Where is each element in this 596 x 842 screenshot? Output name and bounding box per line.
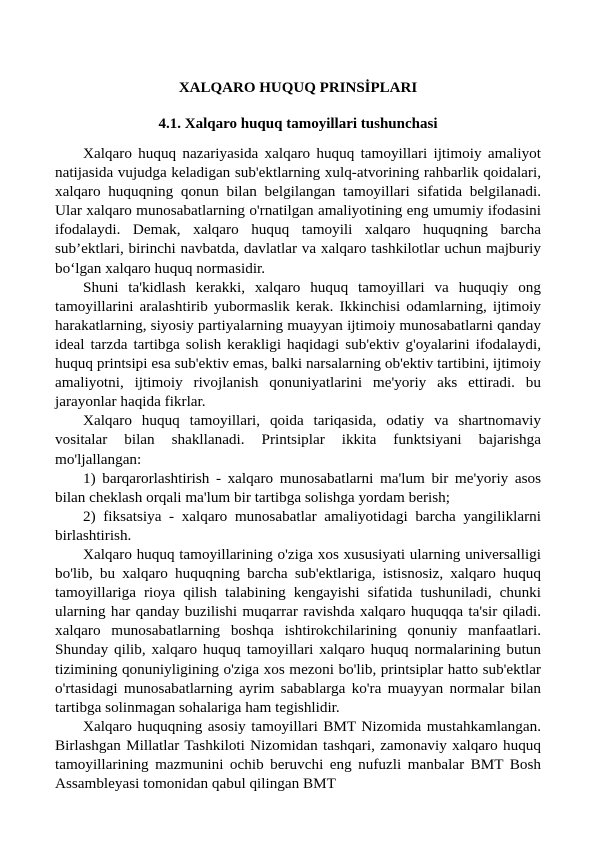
- document-body: [55, 78, 541, 793]
- paragraph: Xalqaro huquq tamoyillarining o'ziga xos xususiyati ularning universalligi bo'lib, bu xalqaro huquqning barcha sub'ektlariga, istisnosiz, xalqaro huquq tamoyillariga rioya qilish talabining kengayishi sifatida tushuniladi, chunki ularning har qanday buzilishi muqarrar ravishda xalqaro huquqqa ta'sir qiladi. xalqaro munosabatlarning boshqa ishtirokchilarining qonuniy manfaatlari. Shunday qilib, xalqaro huquq tamoyillari xalqaro huquq normalarining butun tizimining qonuniyligining o'ziga xos mezoni bo'lib, printsiplar hatto sub'ektlar o'rtasidagi munosabatlarning ayrim sabablarga ko'ra muayyan normalar bilan tartibga solinmagan sohalariga ham tegishlidir.: [55, 545, 541, 716]
- paragraph: Xalqaro huquq tamoyillari, qoida tariqasida, odatiy va shartnomaviy vositalar bilan shakllanadi. Printsiplar ikkita funktsiyani bajarishga mo'ljallangan:: [55, 412, 541, 468]
- list-item: 1) barqarorlashtirish - xalqaro munosabatlarni ma'lum bir me'yoriy asos bilan cheklash orqali ma'lum bir tartibga solishga yordam berish;: [55, 469, 541, 506]
- paragraph: Xalqaro huquq nazariyasida xalqaro huquq tamoyillari ijtimoiy amaliyot natijasida vujudga keladigan sub'ektlarning xulq-atvorining rahbarlik qoidalari, xalqaro huquqning qonun bilan belgilangan tamoyillari sifatida belgilanadi. Ular xalqaro munosabatlarning o'rnatilgan amaliyotining eng umumiy ifodasini ifodalaydi. Demak, xalqaro huquq tamoyili xalqaro huquqning barcha sub’ektlari, birinchi navbatda, davlatlar va xalqaro tashkilotlar uchun majburiy bo‘lgan xalqaro huquq normasidir.: [55, 145, 541, 277]
- list-item: 2) fiksatsiya - xalqaro munosabatlar amaliyotidagi barcha yangiliklarni birlashtirish.: [55, 507, 541, 544]
- chapter-title: XALQARO HUQUQ PRINSİPLARI: [178, 80, 418, 96]
- paragraph: Xalqaro huquqning asosiy tamoyillari BMT Nizomida mustahkamlangan. Birlashgan Millatlar Tashkiloti Nizomidan tashqari, zamonaviy xalqaro huquq tamoyillarining mazmunini ochib beruvchi eng nufuzli manbalar BMT Bosh Assambleyasi tomonidan qabul qilingan BMT: [55, 717, 541, 793]
- section-title: 4.1. Xalqaro huquq tamoyillari tushunchasi: [158, 116, 438, 132]
- paragraph: Shuni ta'kidlash kerakki, xalqaro huquq tamoyillari va huquqiy ong tamoyillarini aralashtirib yubormaslik kerak. Ikkinchisi odamlarning, ijtimoiy harakatlarning, siyosiy partiyalarning muayyan ijtimoiy munosabatlarni qanday ideal tarzda tartibga solish kerakligi haqidagi sub'ektiv g'oyalarini ifodalaydi, huquq printsipi esa sub'ektiv emas, balki narsalarning ob'ektiv tartibini, ijtimoiy amaliyotni, ijtimoiy rivojlanish qonuniyatlarini me'yoriy aks ettiradi. bu jarayonlar haqida fikrlar.: [55, 278, 541, 411]
